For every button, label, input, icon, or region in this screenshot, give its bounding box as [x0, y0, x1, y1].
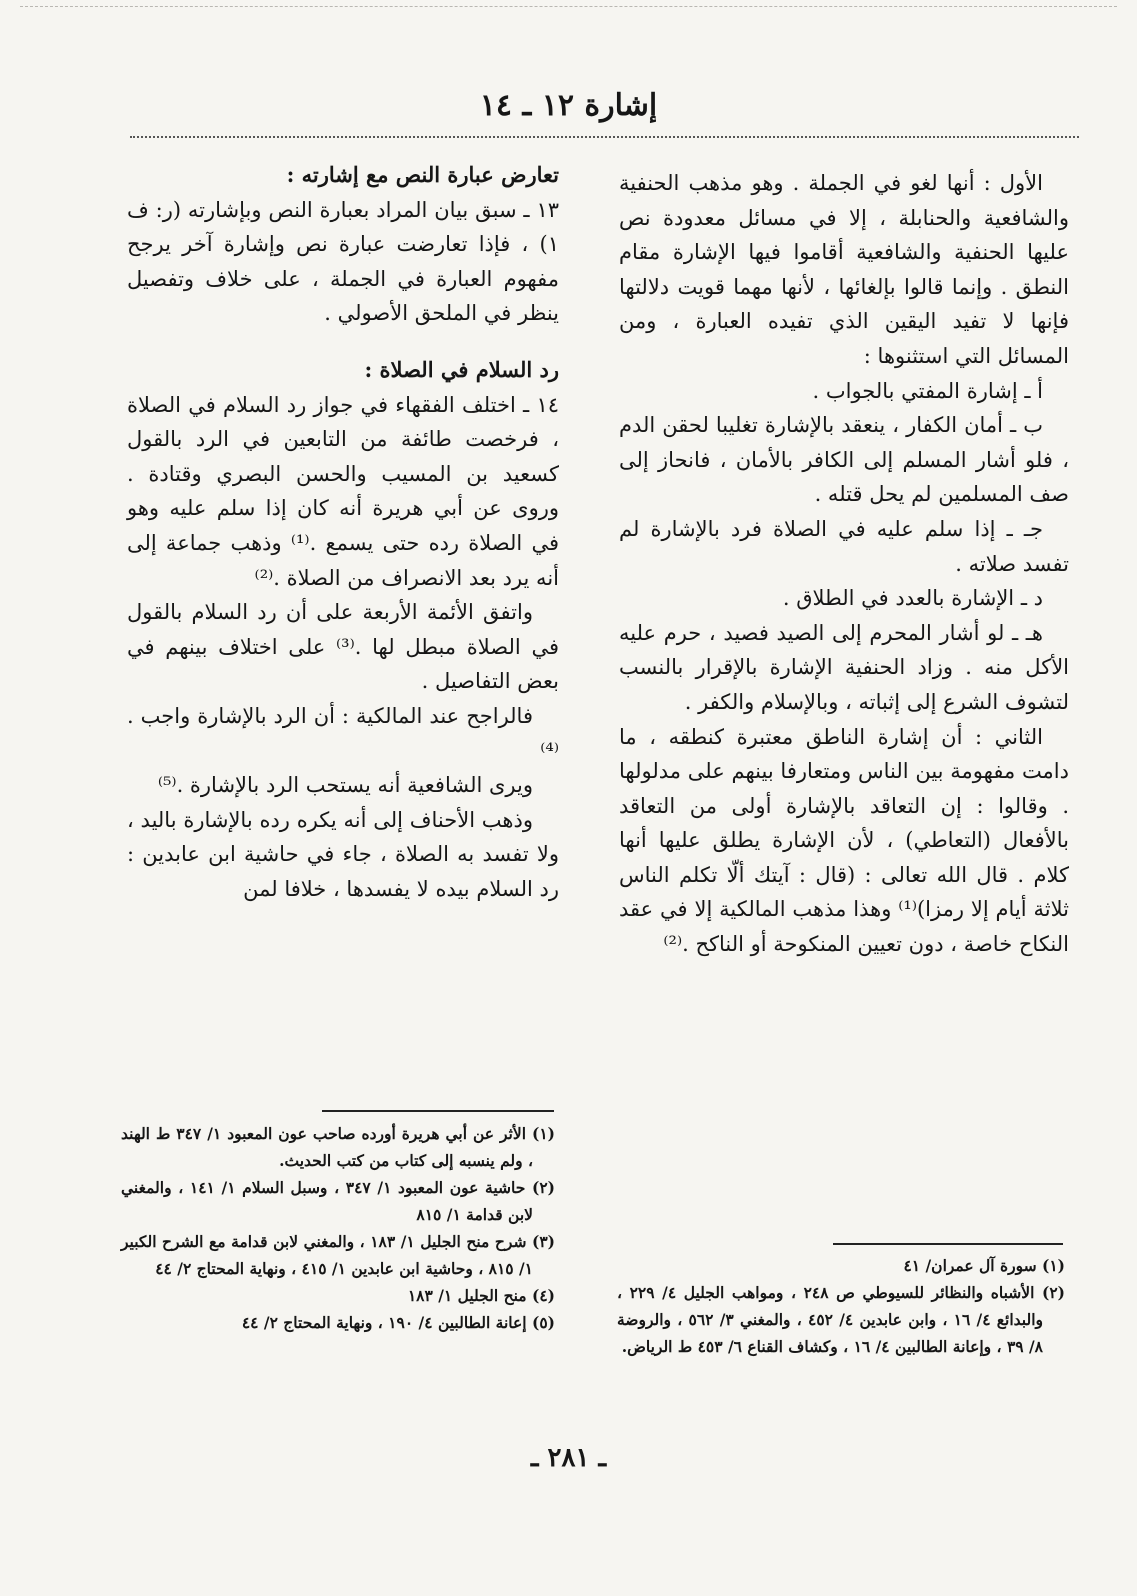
opinion-second-paragraph: الثاني : أن إشارة الناطق معتبرة كنطقه ، ما دامت مفهومة بين الناس ومتعارفا بينهم على مدلولها . وقالوا : إن التعاقد بالإشارة أولى من التعاقد بالأفعال (التعاطي) ، لأن الإشارة يطلق عليها أنها كلام . قال الله تعالى : (قال : آيتك ألّا تكلم الناس ثلاثة أيام إلا رمزا)⁽¹⁾ وهذا مذهب المالكية إلا في عقد النكاح خاصة ، دون تعيين المنكوحة أو الناكح .⁽²⁾: [619, 724, 1069, 957]
paragraph-hanafi: وذهب الأحناف إلى أنه يكره رده بالإشارة باليد ، ولا تفسد به الصلاة ، جاء في حاشية ابن عابدين : رد السلام بيده لا يفسدها ، خلافا لمن: [127, 807, 559, 901]
paragraph-maliki: فالراجح عند المالكية : أن الرد بالإشارة واجب .⁽⁴⁾: [127, 703, 559, 763]
footnote-rule-right: [833, 1243, 1063, 1245]
footnote: (١) سورة آل عمران/ ٤١: [903, 1256, 1065, 1275]
paragraph-imams: واتفق الأئمة الأربعة على أن رد السلام بالقول في الصلاة مبطل لها .⁽³⁾ على اختلاف بينهم في بعض التفاصيل .: [127, 600, 559, 694]
section-gap: [127, 331, 559, 353]
footnotes-right: [617, 1252, 1065, 1360]
footnote: (٢) حاشية عون المعبود ١/ ٣٤٧ ، وسبل السلام ١/ ١٤١ ، والمغني لابن قدامة ١/ ٨١٥: [121, 1178, 555, 1224]
left-column: [127, 158, 559, 906]
paragraph-14: ١٤ ـ اختلف الفقهاء في جواز رد السلام في الصلاة ، فرخصت طائفة من التابعين في الرد بالقول كسعيد بن المسيب والحسن البصري وقتادة . وروى عن أبي هريرة أنه كان إذا سلم عليه وهو في الصلاة رده حتى يسمع .⁽¹⁾ وذهب جماعة إلى أنه يرد بعد الانصراف من الصلاة .⁽²⁾: [127, 392, 559, 590]
footnote: (٢) الأشباه والنظائر للسيوطي ص ٢٤٨ ، ومواهب الجليل ٤/ ٢٢٩ ، والبدائع ٤/ ١٦ ، وابن عابدين ٤/ ٤٥٢ ، والمغني ٣/ ٥٦٢ ، والروضة ٨/ ٣٩ ، وإعانة الطالبين ٤/ ١٦ ، وكشاف القناع ٦/ ٤٥٣ ط الرياض.: [617, 1283, 1065, 1356]
list-item-a: أ ـ إشارة المفتي بالجواب .: [812, 378, 1043, 403]
right-column: [619, 166, 1069, 962]
page-number: ـ ٢٨١ ـ: [530, 1443, 607, 1473]
list-item-d: د ـ الإشارة بالعدد في الطلاق .: [782, 586, 1043, 611]
footnote: (٣) شرح منح الجليل ١/ ١٨٣ ، والمغني لابن قدامة مع الشرح الكبير ١/ ٨١٥ ، وحاشية ابن عابدين ١/ ٤١٥ ، ونهاية المحتاج ٢/ ٤٤: [121, 1232, 555, 1278]
footnotes-left: [121, 1120, 555, 1336]
paragraph-13: ١٣ ـ سبق بيان المراد بعبارة النص وبإشارته (ر: ف ١) ، فإذا تعارضت عبارة نص وإشارة آخر يرجح مفهوم العبارة في الجملة ، على خلاف وتفصيل ينظر في الملحق الأصولي .: [127, 197, 559, 326]
scan-edge-line: [20, 6, 1117, 7]
opinion-first-paragraph: الأول : أنها لغو في الجملة . وهو مذهب الحنفية والشافعية والحنابلة ، إلا في مسائل معدودة نص عليها الحنفية والشافعية أقاموا فيها الإشارة مقام النطق . وإنما قالوا بإلغائها ، لأنها مهما قويت دلالتها فإنها لا تفيد اليقين الذي تفيده العبارة ، ومن المسائل التي استثنوها :: [619, 171, 1069, 368]
footnote-rule-left: [322, 1110, 554, 1112]
header-dotted-rule: [130, 136, 1079, 138]
page-header: إشارة ١٢ ـ ١٤: [479, 88, 658, 123]
footnote: (١) الأثر عن أبي هريرة أورده صاحب عون المعبود ١/ ٣٤٧ ط الهند ، ولم ينسبه إلى كتاب من كتب الحديث.: [121, 1124, 555, 1170]
section-heading-salam: رد السلام في الصلاة :: [364, 356, 559, 382]
list-item-b: ب ـ أمان الكفار ، ينعقد بالإشارة تغليبا لحقن الدم ، فلو أشار المسلم إلى الكافر بالأمان ، فانحاز إلى صف المسلمين لم يحل قتله .: [619, 413, 1069, 507]
footnote: (٥) إعانة الطالبين ٤/ ١٩٠ ، ونهاية المحتاج ٢/ ٤٤: [241, 1313, 555, 1332]
list-item-c: جـ ـ إذا سلم عليه في الصلاة فرد بالإشارة لم تفسد صلاته .: [619, 516, 1069, 576]
footnote: (٤) منح الجليل ١/ ١٨٣: [407, 1286, 555, 1305]
paragraph-shafii: ويرى الشافعية أنه يستحب الرد بالإشارة .⁽⁵⁾: [157, 773, 533, 798]
section-heading-conflict: تعارض عبارة النص مع إشارته :: [286, 162, 559, 187]
list-item-e: هـ ـ لو أشار المحرم إلى الصيد فصيد ، حرم عليه الأكل منه . وزاد الحنفية الإشارة بالإقرار بالنسب لتشوف الشرع إلى إثباته ، وبالإسلام والكفر .: [619, 620, 1069, 714]
